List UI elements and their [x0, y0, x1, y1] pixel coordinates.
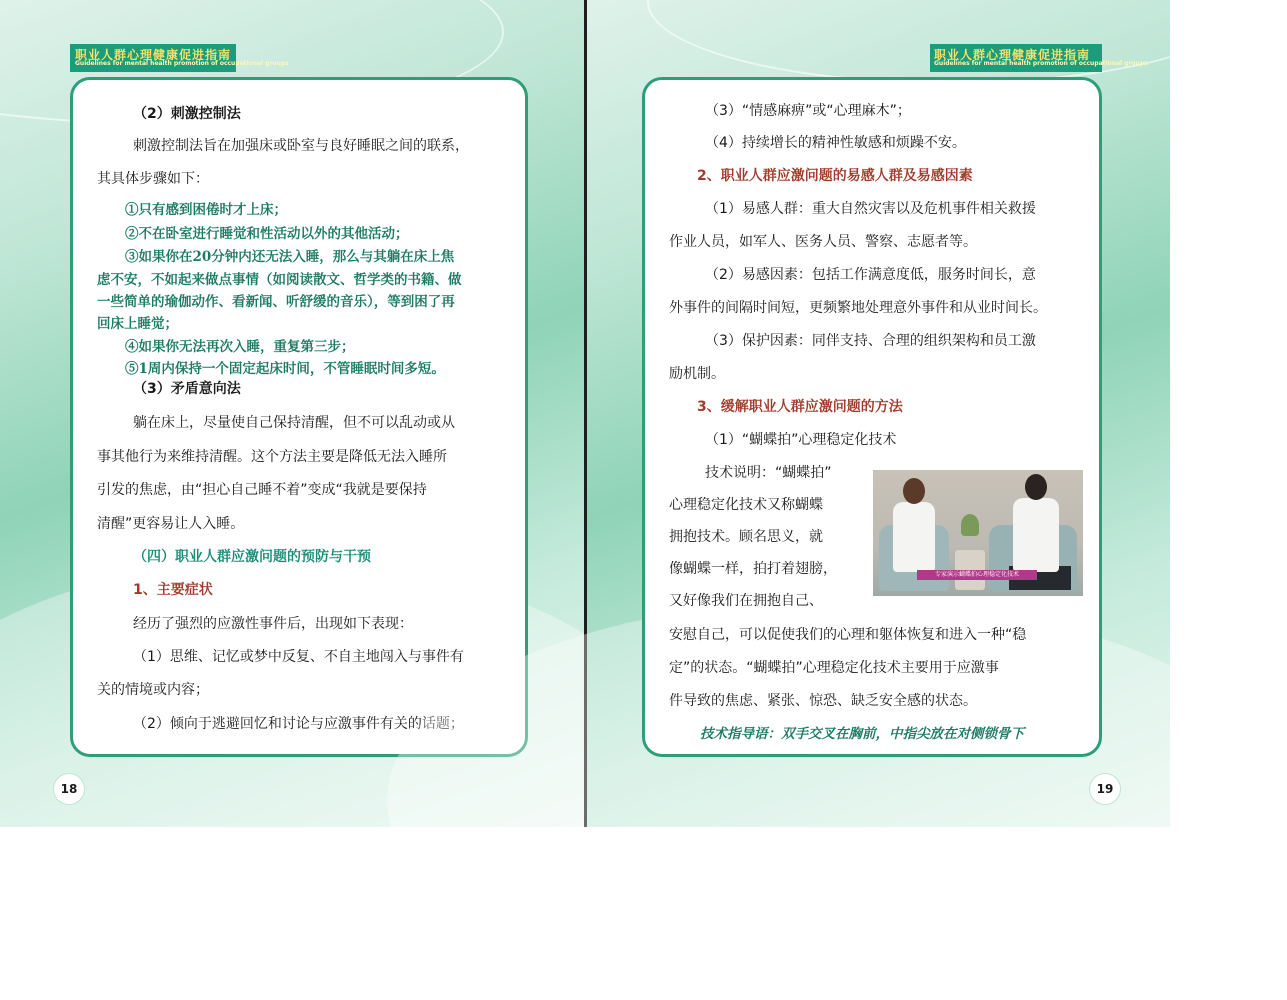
subsection-heading: 3、缓解职业人群应激问题的方法	[697, 399, 903, 415]
body-text: （3）“情感麻痹”或“心理麻木”；	[705, 103, 911, 119]
body-text: 躺在床上，尽量使自己保持清醒，但不可以乱动或从	[133, 415, 455, 431]
page-number: 18	[54, 774, 84, 804]
right-page	[587, 0, 1170, 827]
list-item: 一些简单的瑜伽动作、看新闻、听舒缓的音乐），等到困了再	[97, 294, 455, 310]
person	[893, 502, 935, 572]
body-text: （1）易感人群：重大自然灾害以及危机事件相关救援	[705, 201, 1036, 217]
list-item: ⑤1周内保持一个固定起床时间，不管睡眠时间多短。	[125, 361, 445, 377]
body-text: 件导致的焦虑、紧张、惊恐、缺乏安全感的状态。	[669, 693, 977, 709]
body-text: （1）思维、记忆或梦中反复、不自主地闯入与事件有	[133, 649, 464, 665]
header-title: 职业人群心理健康促进指南	[75, 48, 232, 62]
page-header	[930, 44, 1148, 72]
body-text: 事其他行为来维持清醒。这个方法主要是降低无法入睡所	[97, 449, 447, 465]
person	[1013, 498, 1059, 572]
body-text: （3）保护因素：同伴支持、合理的组织架构和员工激	[705, 333, 1036, 349]
page-number: 19	[1090, 774, 1120, 804]
header-subtitle: Guidelines for mental health promotion of occupational groups	[934, 60, 1148, 67]
body-text: （4）持续增长的精神性敏感和烦躁不安。	[705, 135, 966, 151]
person-head	[903, 478, 925, 504]
header-subtitle: Guidelines for mental health promotion of occupational groups	[75, 60, 289, 67]
list-item: ④如果你无法再次入睡，重复第三步；	[125, 339, 355, 355]
body-text: 作业人员，如军人、医务人员、警察、志愿者等。	[669, 234, 977, 250]
list-item: ①只有感到困倦时才上床；	[125, 202, 287, 218]
list-item: 回床上睡觉；	[97, 316, 178, 332]
chapter-heading: （四）职业人群应激问题的预防与干预	[133, 549, 371, 565]
body-text: 外事件的间隔时间短，更频繁地处理意外事件和从业时间长。	[669, 300, 1047, 316]
section-heading: （2）刺激控制法	[133, 106, 241, 122]
section-heading: （3）矛盾意向法	[133, 381, 241, 397]
body-text: （2）倾向于逃避回忆和讨论与应激事件有关的话题；	[133, 716, 464, 732]
subsection-heading: 2、职业人群应激问题的易感人群及易感因素	[697, 168, 973, 184]
header-title: 职业人群心理健康促进指南	[934, 48, 1091, 62]
body-text: 定”的状态。“蝴蝶拍”心理稳定化技术主要用于应激事	[669, 660, 999, 676]
body-text: 心理稳定化技术又称蝴蝶	[669, 497, 823, 513]
body-text: 又好像我们在拥抱自己、	[669, 593, 823, 609]
body-text: 引发的焦虑，由“担心自己睡不着”变成“我就是要保持	[97, 482, 427, 498]
body-text: 安慰自己，可以促使我们的心理和躯体恢复和进入一种“稳	[669, 627, 1027, 643]
content-card	[70, 77, 528, 757]
list-item: ③如果你在20分钟内还无法入睡，那么与其躺在床上焦	[125, 249, 455, 265]
body-text: 技术说明：“蝴蝶拍”	[705, 465, 832, 481]
butterfly-hug-photo	[873, 470, 1083, 596]
plant	[961, 514, 979, 536]
body-text: 刺激控制法旨在加强床或卧室与良好睡眠之间的联系，	[133, 138, 469, 154]
body-text: 像蝴蝶一样，拍打着翅膀，	[669, 561, 837, 577]
list-item: ②不在卧室进行睡觉和性活动以外的其他活动；	[125, 226, 409, 242]
body-text: 经历了强烈的应激性事件后，出现如下表现：	[133, 616, 413, 632]
body-text: 励机制。	[669, 366, 725, 382]
page-header	[70, 44, 289, 72]
list-item: 虑不安，不如起来做点事情（如阅读散文、哲学类的书籍、做	[97, 272, 462, 288]
photo-caption: 专家演示蝴蝶拍心理稳定化技术	[917, 570, 1037, 580]
body-text: （1）“蝴蝶拍”心理稳定化技术	[705, 432, 897, 448]
body-text: 拥抱技术。顾名思义，就	[669, 529, 823, 545]
body-text: （2）易感因素：包括工作满意度低，服务时间长，意	[705, 267, 1036, 283]
body-text: 清醒”更容易让人入睡。	[97, 516, 245, 532]
body-text: 其具体步骤如下：	[97, 171, 209, 187]
content-card	[642, 77, 1102, 757]
body-text: 关的情境或内容；	[97, 682, 209, 698]
subsection-heading: 1、主要症状	[133, 582, 213, 598]
person-head	[1025, 474, 1047, 500]
instruction-text: 技术指导语：双手交叉在胸前，中指尖放在对侧锁骨下	[700, 726, 1024, 742]
